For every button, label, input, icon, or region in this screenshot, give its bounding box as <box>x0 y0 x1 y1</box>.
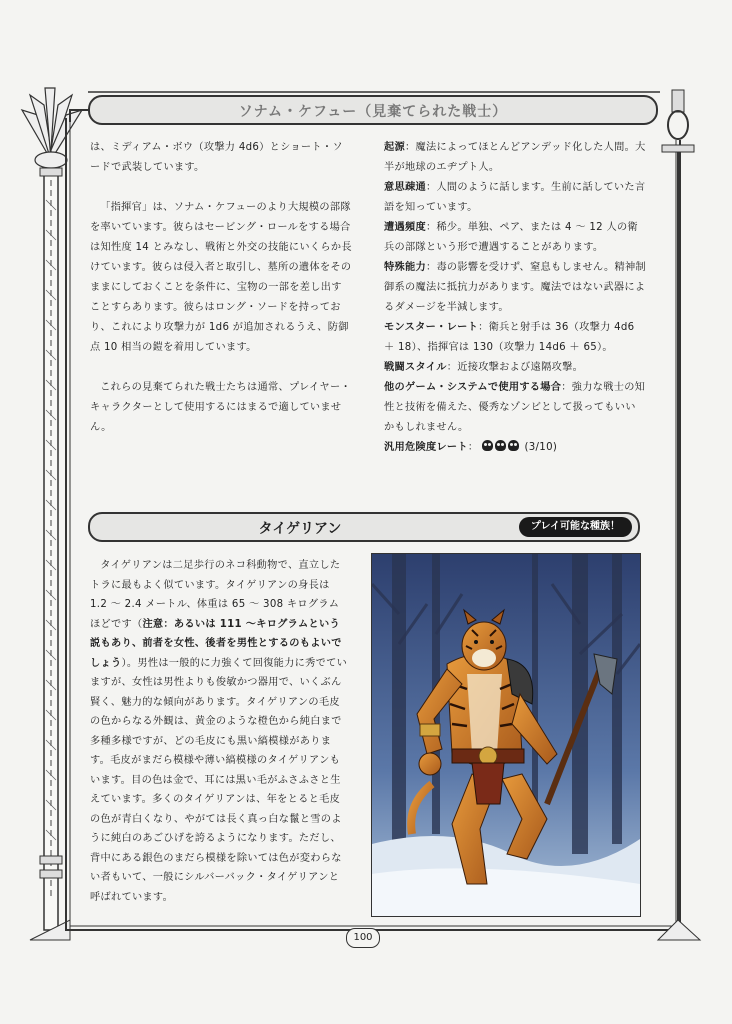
stat-origin: 起源：魔法によってほとんどアンデッド化した人間。大半が地球のエヂプト人。 <box>384 142 646 173</box>
tigerian-illustration <box>371 553 641 917</box>
left-column-text <box>90 138 352 438</box>
paragraph: は、ミディアム・ボウ（攻撃力 4d6）とショート・ソードで武装しています。 <box>90 142 343 173</box>
page-number: 100 <box>346 928 380 948</box>
danger-skulls <box>482 442 521 453</box>
danger-score: (3/10) <box>524 442 558 453</box>
paragraph: 「指揮官」は、ソナム・ケフューのより大規模の部隊を率いています。彼らはセービング・ロールをする場合は知性度 14 とみなし、戦術と外交の技能にいくらか長けています。彼らは侵入者と取引し、墓所の遺体をそのままにしておくことを条件に、宝物の一部を差し出すことすらあります。彼らはロング・ソードを持っており、これにより攻撃力が 1d6 が追加されるうえ、防御点 10 相当の鎧を着用しています。 <box>90 202 352 353</box>
skull-icon <box>508 440 519 451</box>
playable-race-badge: プレイ可能な種族！ <box>519 517 632 537</box>
header-title: ソナム・ケフュー（見棄てられた戦士） <box>238 104 508 120</box>
stat-block <box>384 138 646 458</box>
tigerian-description: タイゲリアンは二足歩行のネコ科動物で、直立したトラに最もよく似ています。タイゲリアンの身長は 1.2 〜 2.4 メートル、体重は 65 〜 308 キログラムほどです（注意：あるいは 111 〜キログラムという説もあり、前者を女性、後者を男性とするのもよいでしょう）。男性は一般的に力強くて回復能力に秀でていますが、女性は男性よりも俊敏かつ器用で、いくぶん賢く、魅力的な傾向があります。タイゲリアンの毛皮の色からなる外観は、黄金のような橙色から純白まで多種多様ですが、どの毛皮にも黒い縞模様があります。毛皮がまだら模様や薄い縞模様のタイゲリアンもいます。目の色は金で、耳には黒い毛がふさふさと生えています。多くのタイゲリアンは、年をとると毛皮の色が青白くなり、やがては長く真っ白な鬣と雪のように純白のあごひげを誇るようになります。ただし、背中にある銀色のまだら模様を除いては色が変わらない者もいて、一般にシルバーバック・タイゲリアンと呼ばれています。 <box>90 560 348 903</box>
chapter-header <box>88 95 658 125</box>
stat-communication: 意思疎通：人間のように話します。生前に話していた言語を知っています。 <box>384 182 646 213</box>
stat-combat-style: 戦闘スタイル：近接攻撃および遠隔攻撃。 <box>384 362 584 373</box>
skull-icon <box>495 440 506 451</box>
section-title: タイゲリアン <box>258 521 342 537</box>
stat-special-abilities: 特殊能力：毒の影響を受けず、窒息もしません。精神制御系の魔法に抵抗力があります。魔法ではない武器によるダメージを半減します。 <box>384 262 646 313</box>
section-header <box>88 512 640 542</box>
papyrus-ornament <box>22 88 82 168</box>
stat-danger-rating: 汎用危険度レート： (3/10) <box>384 442 558 453</box>
stat-monster-rate: モンスター・レート：衛兵と射手は 36（攻撃力 4d6 ＋ 18）、指揮官は 130（攻撃力 14d6 ＋ 65）。 <box>384 322 635 353</box>
stat-encounter-frequency: 遭遇頻度：稀少。単独、ペア、または 4 〜 12 人の衛兵の部隊という形で遭遇することがあります。 <box>384 222 638 253</box>
paragraph: これらの見棄てられた戦士たちは通常、プレイヤー・キャラクターとして使用するにはまるで適していません。 <box>90 382 351 433</box>
stat-other-systems: 他のゲーム・システムで使用する場合：強力な戦士の知性と技術を備えた、優秀なゾンビとして扱ってもいいかもしれません。 <box>384 382 646 433</box>
skull-icon <box>482 440 493 451</box>
